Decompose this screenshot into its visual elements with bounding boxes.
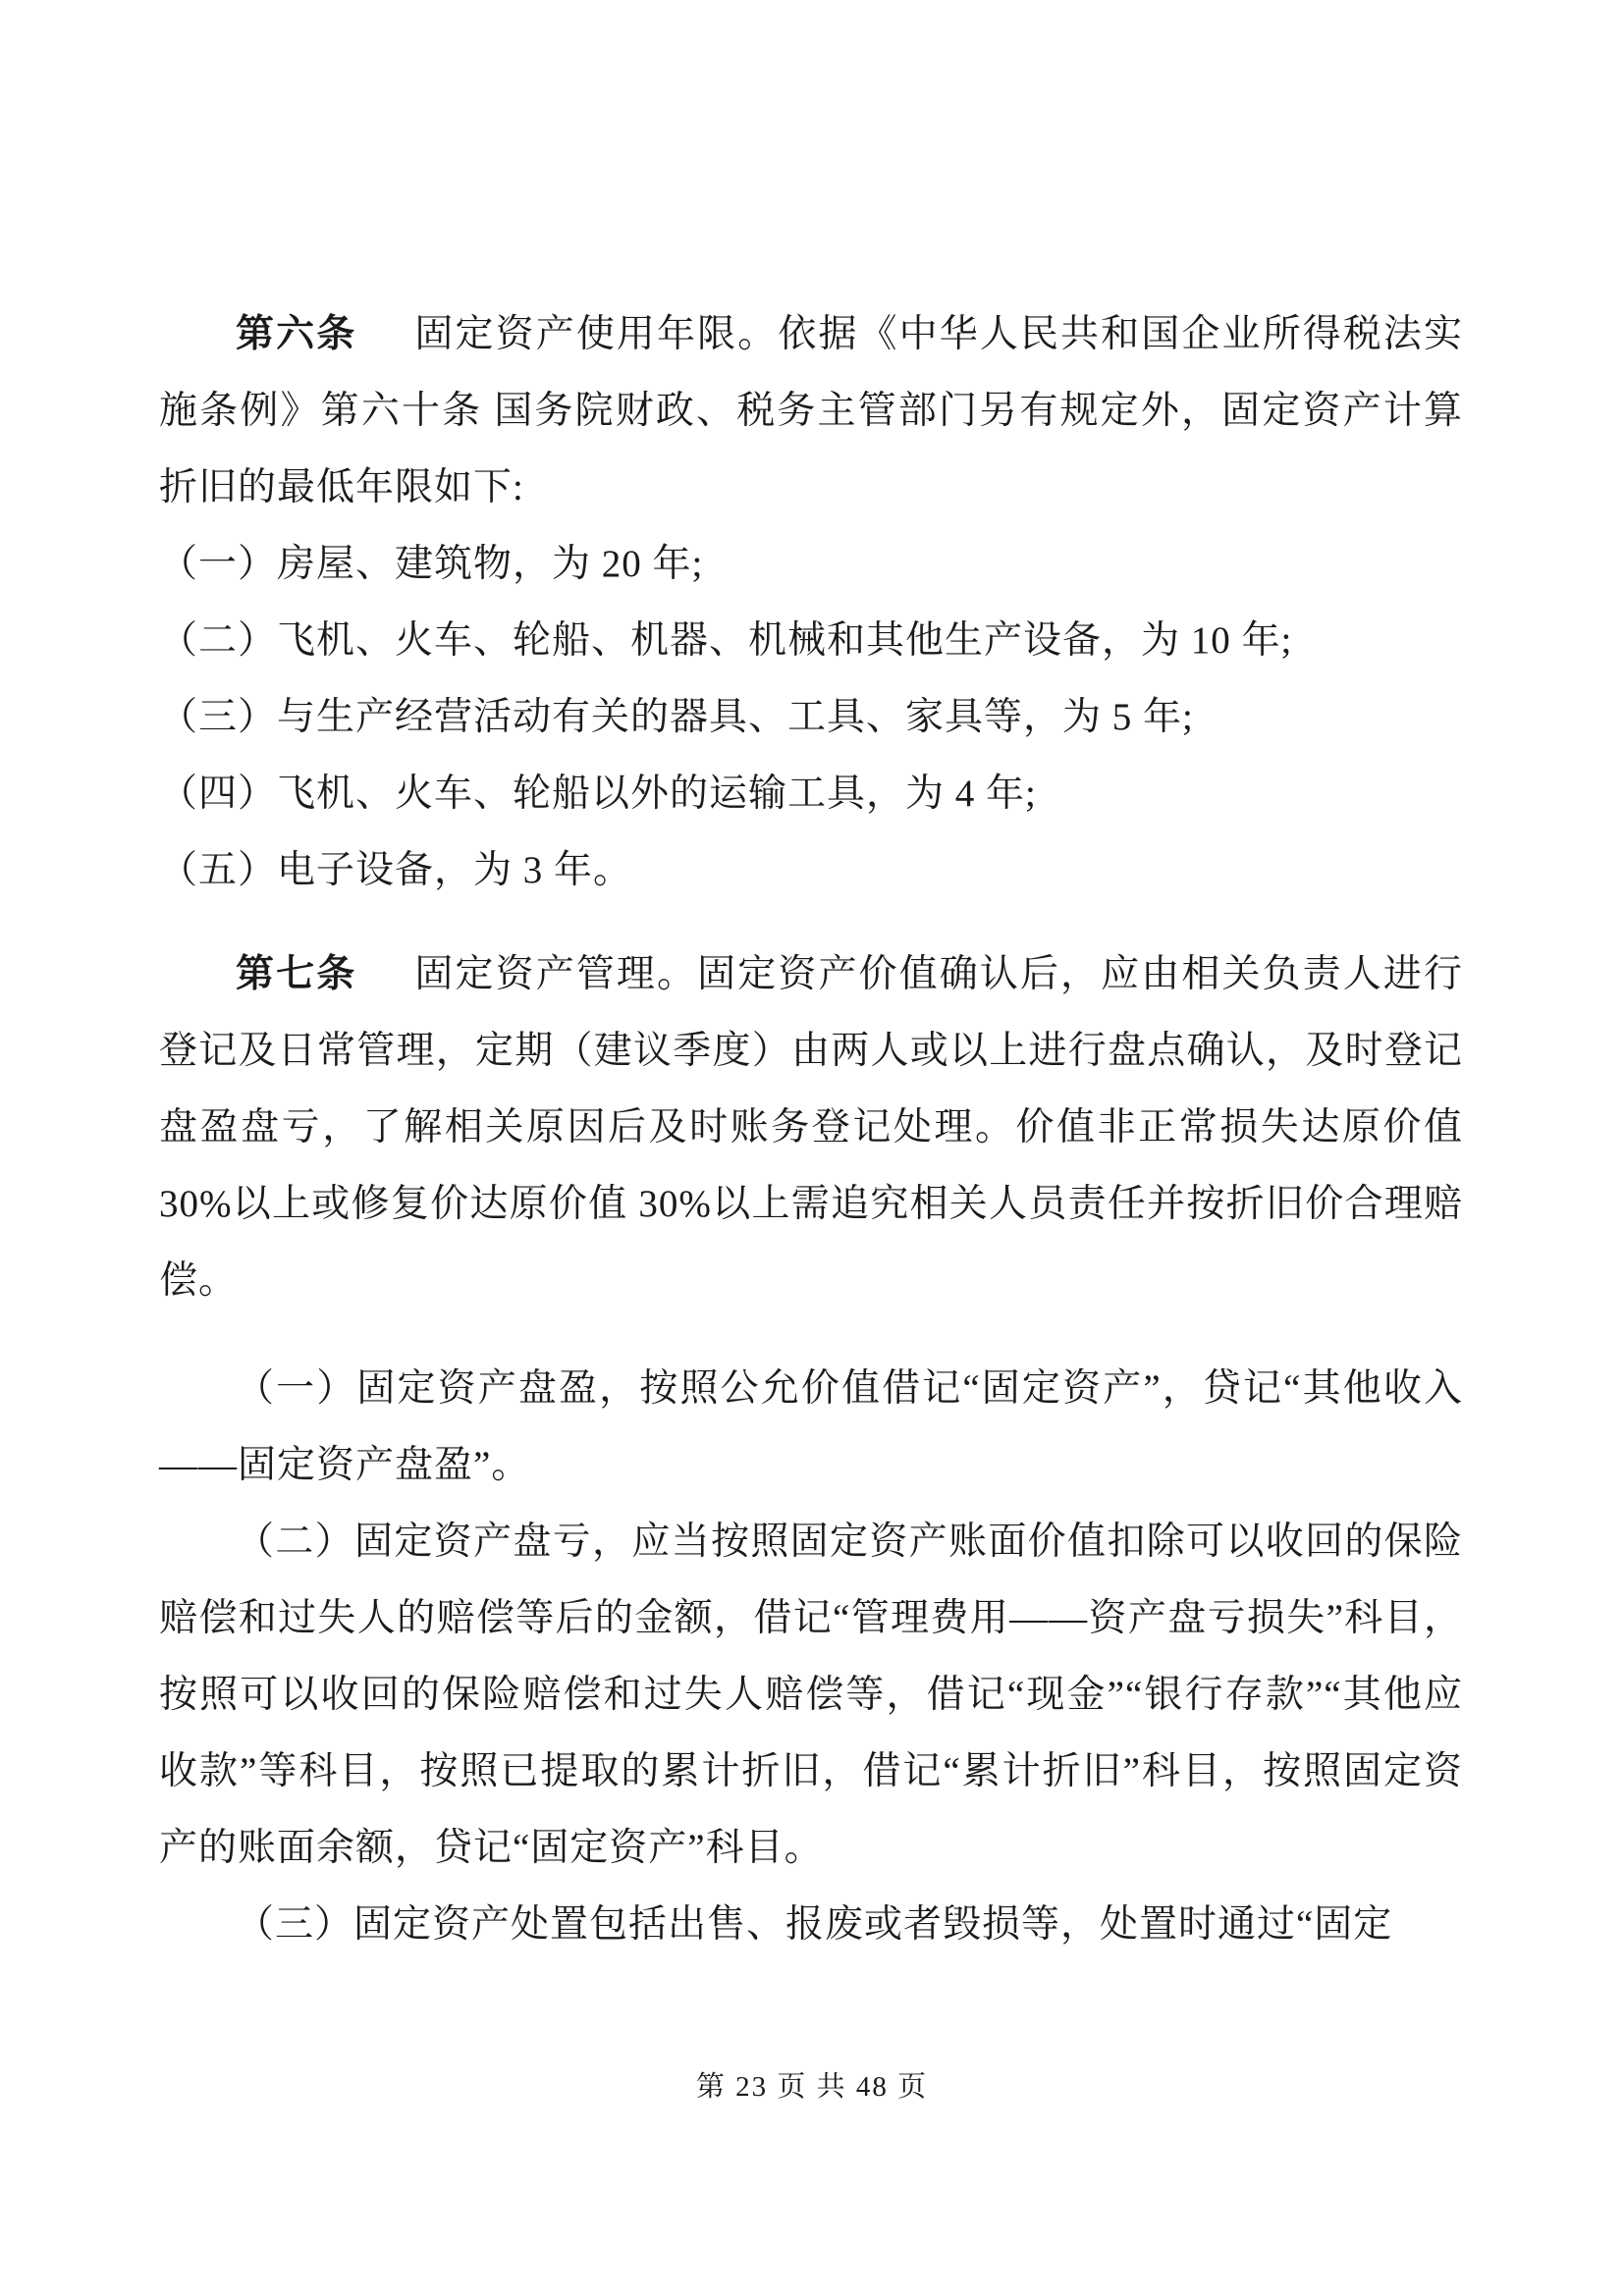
article-7-clause-deficit: （二）固定资产盘亏，应当按照固定资产账面价值扣除可以收回的保险赔偿和过失人的赔偿等后的金额，借记“管理费用——资产盘亏损失”科目，按照可以收回的保险赔偿和过失人赔偿等，借记“现金”“银行存款”“其他应收款”等科目，按照已提取的累计折旧，借记“累计折旧”科目，按照固定资产的账面余额，贷记“固定资产”科目。	[159, 1521, 1463, 1869]
article-7-paragraph	[159, 936, 1463, 1319]
depreciation-item-transport: （四）飞机、火车、轮船以外的运输工具，为 4 年;	[159, 773, 1037, 815]
article-7-number: 第七条	[236, 953, 357, 995]
article-7-clause-disposal: （三）固定资产处置包括出售、报废或者毁损等，处置时通过“固定	[236, 1903, 1393, 1946]
depreciation-item-buildings: （一）房屋、建筑物，为 20 年;	[159, 543, 704, 585]
article-6-number: 第六条	[236, 313, 357, 355]
article-6-paragraph	[159, 296, 1463, 526]
page-number-footer: 第 23 页 共 48 页	[695, 2071, 929, 2103]
depreciation-item-electronics: （五）电子设备，为 3 年。	[159, 849, 633, 891]
depreciation-item-machinery: （二）飞机、火车、轮船、机器、机械和其他生产设备，为 10 年;	[159, 619, 1293, 662]
article-7-text: 固定资产管理。固定资产价值确认后，应由相关负责人进行登记及日常管理，定期（建议季度）由两人或以上进行盘点确认，及时登记盘盈盘亏，了解相关原因后及时账务登记处理。价值非正常损失达原价值 30%以上或修复价达原价值 30%以上需追究相关人员责任并按折旧价合理赔偿。	[159, 953, 1463, 1302]
article-6-text: 固定资产使用年限。依据《中华人民共和国企业所得税法实施条例》第六十条 国务院财政、税务主管部门另有规定外，固定资产计算折旧的最低年限如下:	[159, 313, 1463, 508]
article-7-clause-surplus: （一）固定资产盘盈，按照公允价值借记“固定资产”，贷记“其他收入——固定资产盘盈”。	[159, 1367, 1463, 1486]
document-body	[159, 296, 1463, 1963]
depreciation-item-tools: （三）与生产经营活动有关的器具、工具、家具等，为 5 年;	[159, 696, 1194, 738]
